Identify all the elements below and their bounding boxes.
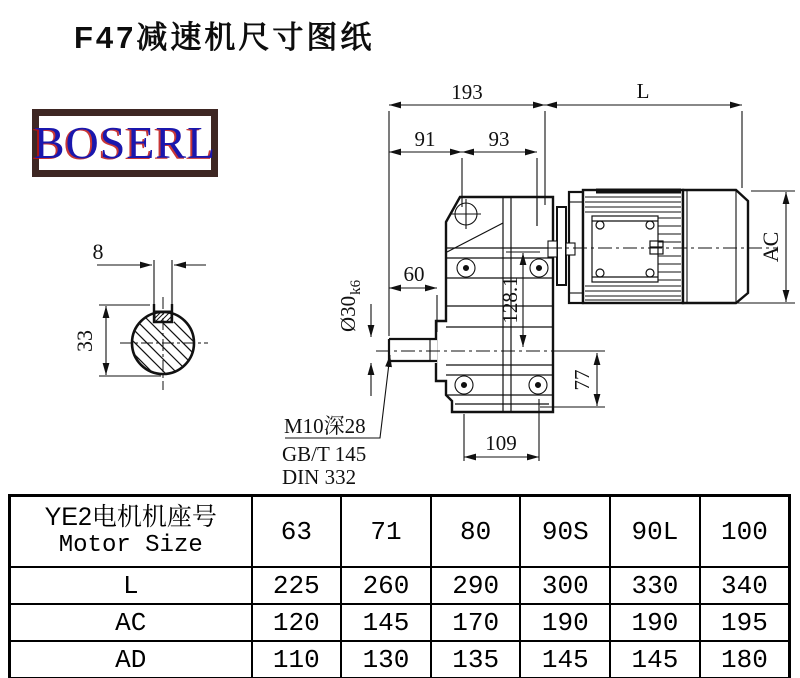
note-din: DIN 332 [282, 465, 357, 489]
row-label: L [10, 567, 252, 604]
note-gbt: GB/T 145 [282, 442, 367, 466]
dim-30-main: Ø30 [336, 295, 360, 332]
cell: 340 [700, 567, 790, 604]
cell: 260 [341, 567, 431, 604]
header-label-cn: YE2电机机座号 [44, 503, 217, 532]
shaft-section-view [97, 260, 210, 430]
header-size-71: 71 [341, 496, 431, 568]
cell: 135 [431, 641, 521, 678]
dim-shaft-dia-label [336, 279, 364, 332]
cell: 120 [252, 604, 342, 641]
header-size-100: 100 [700, 496, 790, 568]
dim-8-label: 8 [92, 239, 104, 264]
table-row-AD [10, 641, 790, 678]
boserl-logo-text: BOSERL [33, 117, 217, 168]
cell: 145 [610, 641, 700, 678]
cell: 330 [610, 567, 700, 604]
cell: 130 [341, 641, 431, 678]
dim-AC-label: AC [758, 231, 783, 263]
dim-128-label: 128.1 [498, 276, 522, 324]
cell: 190 [610, 604, 700, 641]
dim-77-label: 77 [570, 369, 594, 391]
dim-93-label: 93 [488, 127, 510, 151]
cell: 225 [252, 567, 342, 604]
header-size-63: 63 [252, 496, 342, 568]
dim-33-label: 33 [72, 330, 97, 352]
cell: 300 [520, 567, 610, 604]
table-row-AC [10, 604, 790, 641]
motor-size-table [8, 494, 791, 678]
header-size-90S: 90S [520, 496, 610, 568]
row-label: AD [10, 641, 252, 678]
dim-109-label: 109 [485, 431, 517, 455]
dim-60-label: 60 [403, 262, 425, 286]
dim-L-label: L [636, 79, 650, 103]
page-title: F47减速机尺寸图纸 [74, 20, 375, 55]
dim-30-sub: k6 [348, 279, 364, 295]
note-thread: M10深28 [284, 414, 366, 438]
cell: 110 [252, 641, 342, 678]
table-row-L [10, 567, 790, 604]
header-motor-size-cell [10, 496, 252, 568]
motor-side-view [583, 190, 748, 303]
dim-91-label: 91 [414, 127, 436, 151]
row-label: AC [10, 604, 252, 641]
cell: 290 [431, 567, 521, 604]
dim-193-label: 193 [451, 80, 483, 104]
cell: 170 [431, 604, 521, 641]
header-label-en: Motor Size [58, 532, 203, 560]
header-size-80: 80 [431, 496, 521, 568]
cell: 180 [700, 641, 790, 678]
table-header-row [10, 496, 790, 568]
cell: 195 [700, 604, 790, 641]
cell: 145 [520, 641, 610, 678]
cell: 190 [520, 604, 610, 641]
cell: 145 [341, 604, 431, 641]
gearbox-side-view [389, 192, 583, 412]
header-size-90L: 90L [610, 496, 700, 568]
